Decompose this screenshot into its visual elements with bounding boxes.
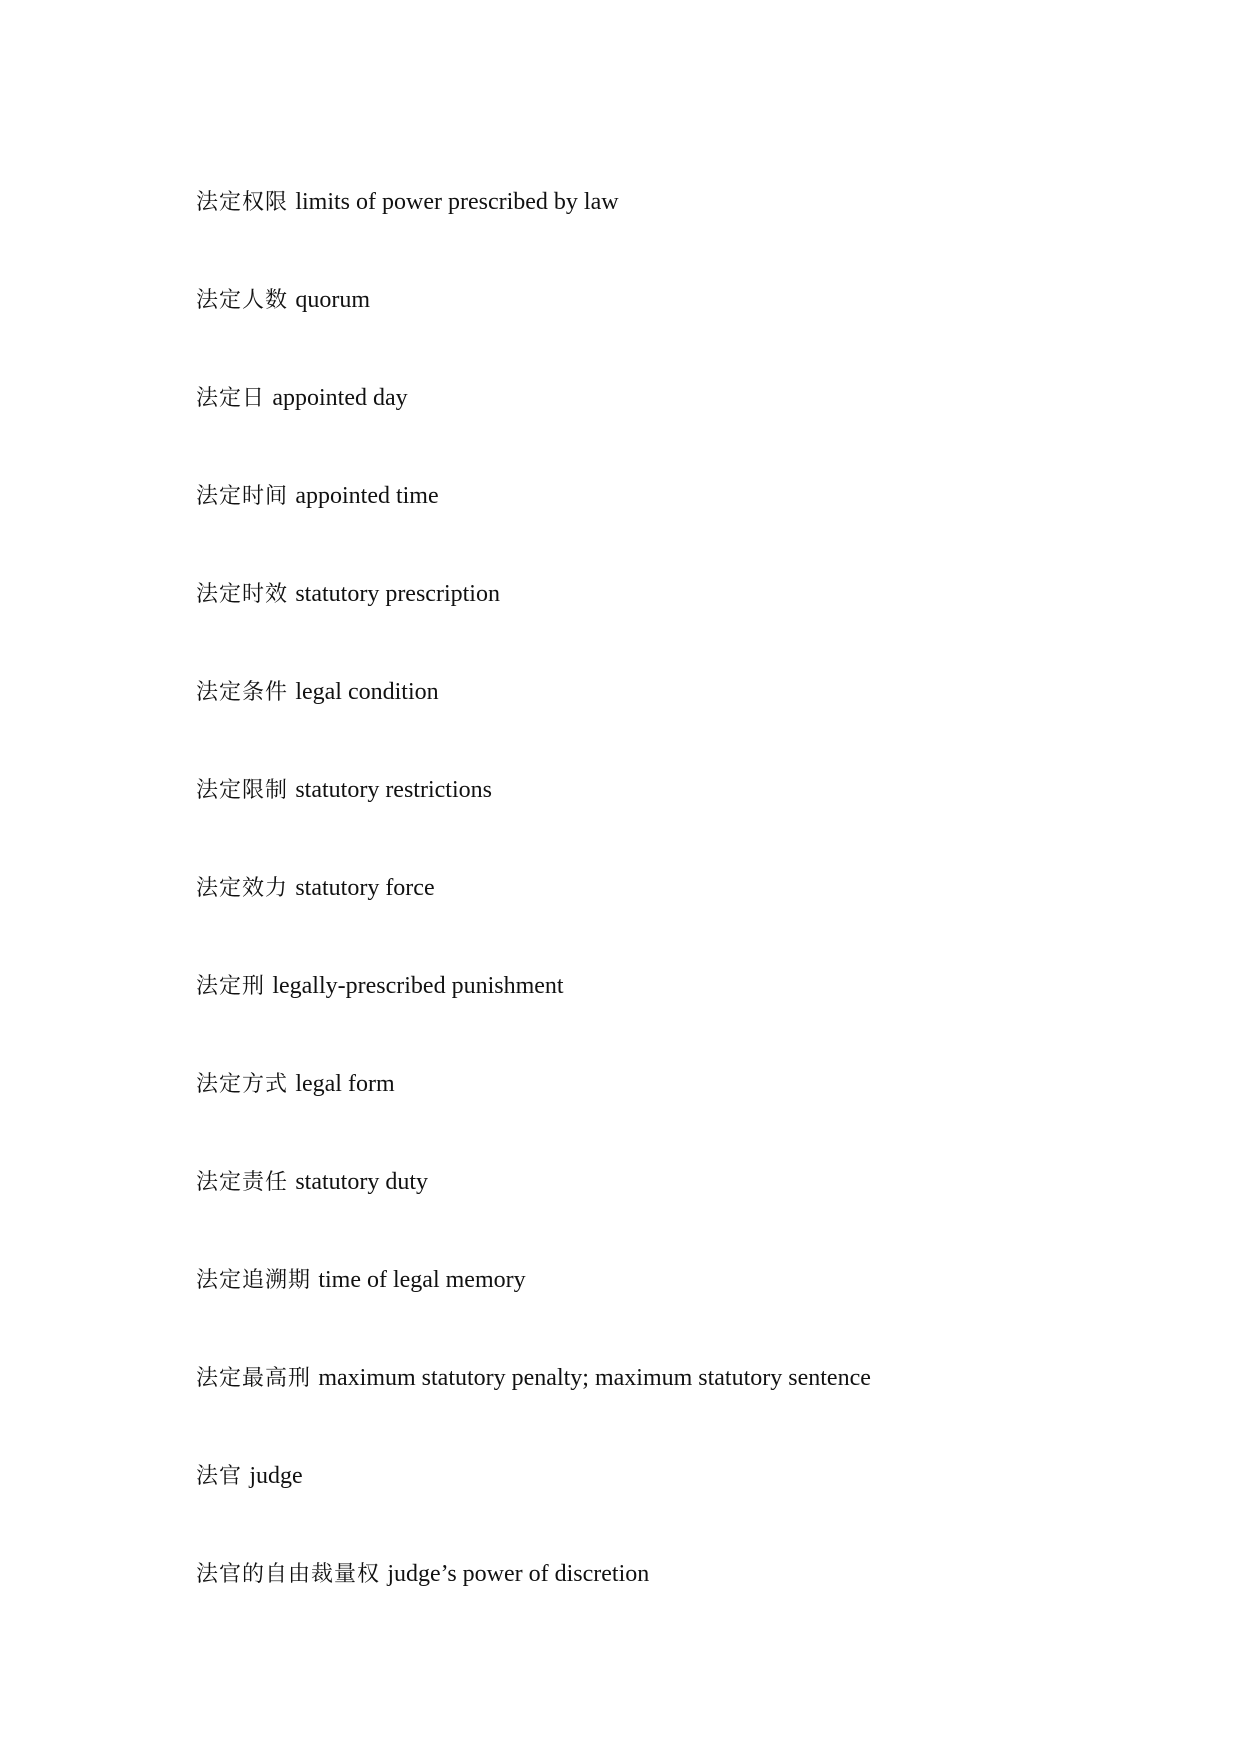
glossary-entry bbox=[196, 382, 871, 480]
term-english: statutory force bbox=[295, 875, 435, 901]
glossary-entry bbox=[196, 1558, 871, 1656]
glossary-entry bbox=[196, 186, 871, 284]
glossary-entry bbox=[196, 676, 871, 774]
term-chinese: 法官 bbox=[196, 1464, 243, 1489]
term-english: legally-prescribed punishment bbox=[272, 973, 564, 999]
term-chinese: 法定条件 bbox=[196, 680, 289, 705]
term-chinese: 法定刑 bbox=[196, 974, 266, 999]
glossary-entry bbox=[196, 1068, 871, 1166]
term-english: quorum bbox=[295, 287, 370, 313]
term-chinese: 法定限制 bbox=[196, 778, 289, 803]
term-english: judge bbox=[249, 1463, 303, 1489]
term-english: limits of power prescribed by law bbox=[295, 189, 619, 215]
term-english: appointed day bbox=[272, 385, 408, 411]
glossary-entry bbox=[196, 872, 871, 970]
glossary-entry bbox=[196, 1362, 871, 1460]
term-chinese: 法定效力 bbox=[196, 876, 289, 901]
term-chinese: 法定时间 bbox=[196, 484, 289, 509]
term-english: legal form bbox=[295, 1071, 395, 1097]
glossary-entry bbox=[196, 774, 871, 872]
term-english: statutory restrictions bbox=[295, 777, 492, 803]
term-chinese: 法定日 bbox=[196, 386, 266, 411]
term-english: statutory prescription bbox=[295, 581, 500, 607]
glossary-entry bbox=[196, 578, 871, 676]
glossary-entry bbox=[196, 1460, 871, 1558]
term-chinese: 法定方式 bbox=[196, 1072, 289, 1097]
term-chinese: 法定人数 bbox=[196, 288, 289, 313]
glossary-entry bbox=[196, 284, 871, 382]
glossary-entry bbox=[196, 1264, 871, 1362]
term-chinese: 法定责任 bbox=[196, 1170, 289, 1195]
term-chinese: 法定权限 bbox=[196, 190, 289, 215]
term-english: judge’s power of discretion bbox=[387, 1561, 650, 1587]
term-english: time of legal memory bbox=[318, 1267, 526, 1293]
term-chinese: 法定最高刑 bbox=[196, 1366, 312, 1391]
term-english: legal condition bbox=[295, 679, 439, 705]
term-english: appointed time bbox=[295, 483, 439, 509]
glossary-list bbox=[196, 186, 871, 1656]
glossary-entry bbox=[196, 480, 871, 578]
term-english: statutory duty bbox=[295, 1169, 428, 1195]
term-chinese: 法定追溯期 bbox=[196, 1268, 312, 1293]
term-chinese: 法官的自由裁量权 bbox=[196, 1562, 381, 1587]
term-chinese: 法定时效 bbox=[196, 582, 289, 607]
glossary-entry bbox=[196, 970, 871, 1068]
glossary-entry bbox=[196, 1166, 871, 1264]
term-english: maximum statutory penalty; maximum statutory sentence bbox=[318, 1365, 871, 1391]
